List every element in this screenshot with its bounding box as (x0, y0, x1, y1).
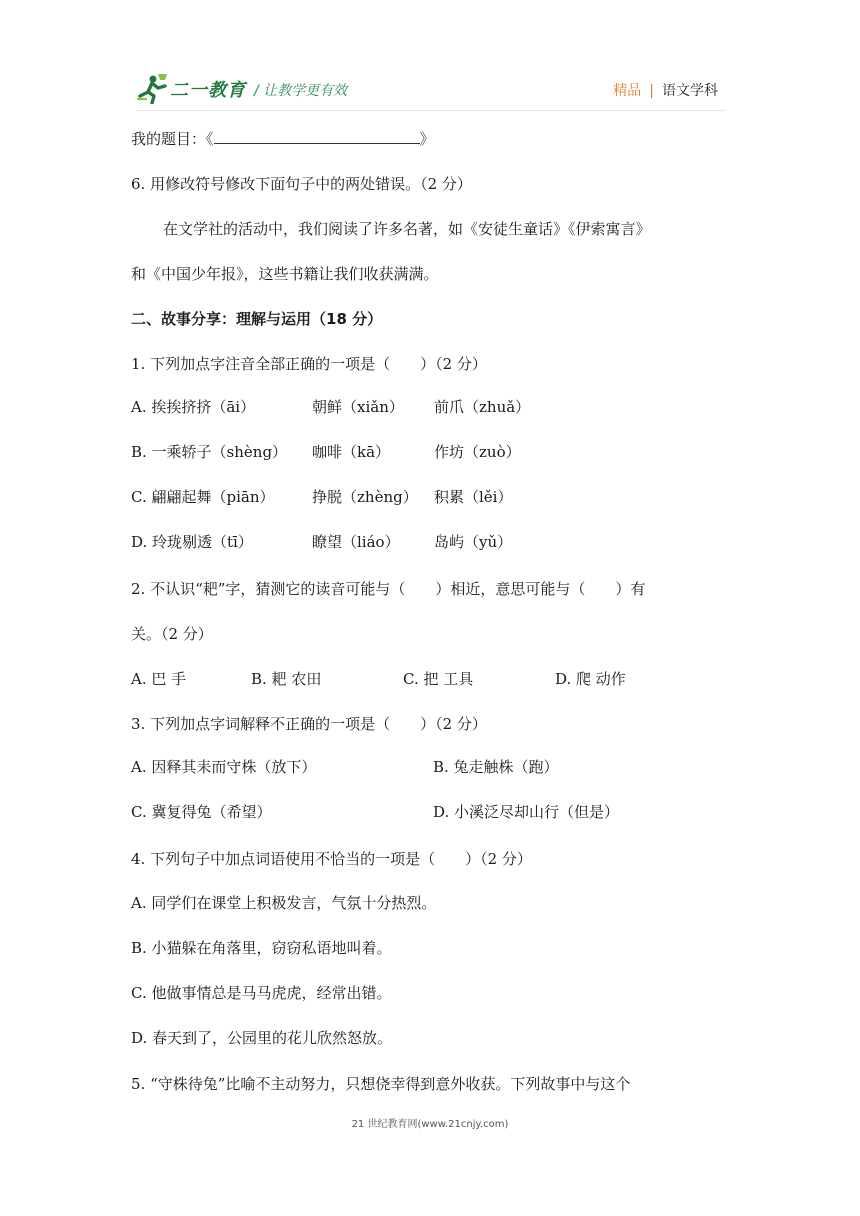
tag-separator: | (649, 83, 654, 99)
subject-label: 语文学科 (662, 83, 718, 99)
question-6: 6. 用修改符号修改下面句子中的两处错误。（2 分） (131, 175, 472, 193)
q1-c-1: C. 翩翩起舞（piān） (131, 488, 275, 506)
q4-option-c: C. 他做事情总是马马虎虎，经常出错。 (131, 984, 392, 1002)
question-2-line-1: 2. 不认识“耙”字，猜测它的读音可能与（ ）相近，意思可能与（ ）有 (131, 580, 646, 598)
title-suffix: 》 (419, 130, 435, 148)
title-prefix: 我的题目：《 (131, 130, 214, 148)
q1-b-3: 作坊（zuò） (434, 443, 521, 461)
slogan: / 让教学更有效 (254, 83, 348, 99)
q1-d-3: 岛屿（yǔ） (434, 533, 513, 551)
section-2-heading: 二、故事分享：理解与运用（18 分） (131, 310, 383, 328)
q1-c-3: 积累（lěi） (434, 488, 513, 506)
q1-b-2: 咖啡（kā） (312, 443, 391, 461)
question-2-line-2: 关。（2 分） (131, 625, 213, 643)
question-5: 5. “守株待兔”比喻不主动努力，只想侥幸得到意外收获。下列故事中与这个 (131, 1075, 631, 1093)
question-3: 3. 下列加点字词解释不正确的一项是（ ）（2 分） (131, 715, 487, 733)
q4-option-a: A. 同学们在课堂上积极发言，气氛十分热烈。 (131, 894, 437, 912)
q6-sentence-2: 和《中国少年报》，这些书籍让我们收获满满。 (131, 265, 439, 283)
q1-c-2: 挣脱（zhèng） (312, 488, 418, 506)
q6-sentence-1: 在文学社的活动中，我们阅读了许多名著，如《安徒生童话》《伊索寓言》 (163, 220, 651, 238)
q2-option-a: A. 巴 手 (131, 670, 187, 688)
q3-option-a: A. 因释其耒而守株（放下） (131, 758, 317, 776)
q2-option-c: C. 把 工具 (403, 670, 474, 688)
q1-b-1: B. 一乘轿子（shèng） (131, 443, 288, 461)
q3-option-c: C. 冀复得兔（希望） (131, 803, 272, 821)
logo-text: 二一教育 (170, 80, 246, 101)
q1-a-2: 朝鲜（xiǎn） (312, 398, 404, 416)
header-divider (136, 110, 726, 111)
q1-a-1: A. 挨挨挤挤（āi） (131, 398, 256, 416)
subject-tag (613, 80, 718, 100)
page-footer: 21 世纪教育网(www.21cnjy.com) (351, 1119, 509, 1130)
question-4: 4. 下列句子中加点词语使用不恰当的一项是（ ）（2 分） (131, 850, 532, 868)
title-blank-line (131, 128, 435, 149)
quality-label: 精品 (613, 83, 642, 99)
q2-option-b: B. 耙 农田 (251, 670, 322, 688)
q3-option-d: D. 小溪泛尽却山行（但是） (433, 803, 620, 821)
runner-logo-icon (136, 72, 170, 104)
q1-d-1: D. 玲珑剔透（tī） (131, 533, 253, 551)
logo (136, 72, 246, 104)
title-blank (214, 129, 420, 144)
q2-option-d: D. 爬 动作 (555, 670, 626, 688)
page-header (136, 72, 726, 106)
q1-d-2: 瞭望（liáo） (312, 533, 400, 551)
q1-a-3: 前爪（zhuǎ） (434, 398, 531, 416)
q4-option-d: D. 春天到了，公园里的花儿欣然怒放。 (131, 1029, 393, 1047)
question-1: 1. 下列加点字注音全部正确的一项是（ ）（2 分） (131, 355, 487, 373)
q4-option-b: B. 小猫躲在角落里，窃窃私语地叫着。 (131, 939, 392, 957)
q3-option-b: B. 兔走触株（跑） (433, 758, 559, 776)
